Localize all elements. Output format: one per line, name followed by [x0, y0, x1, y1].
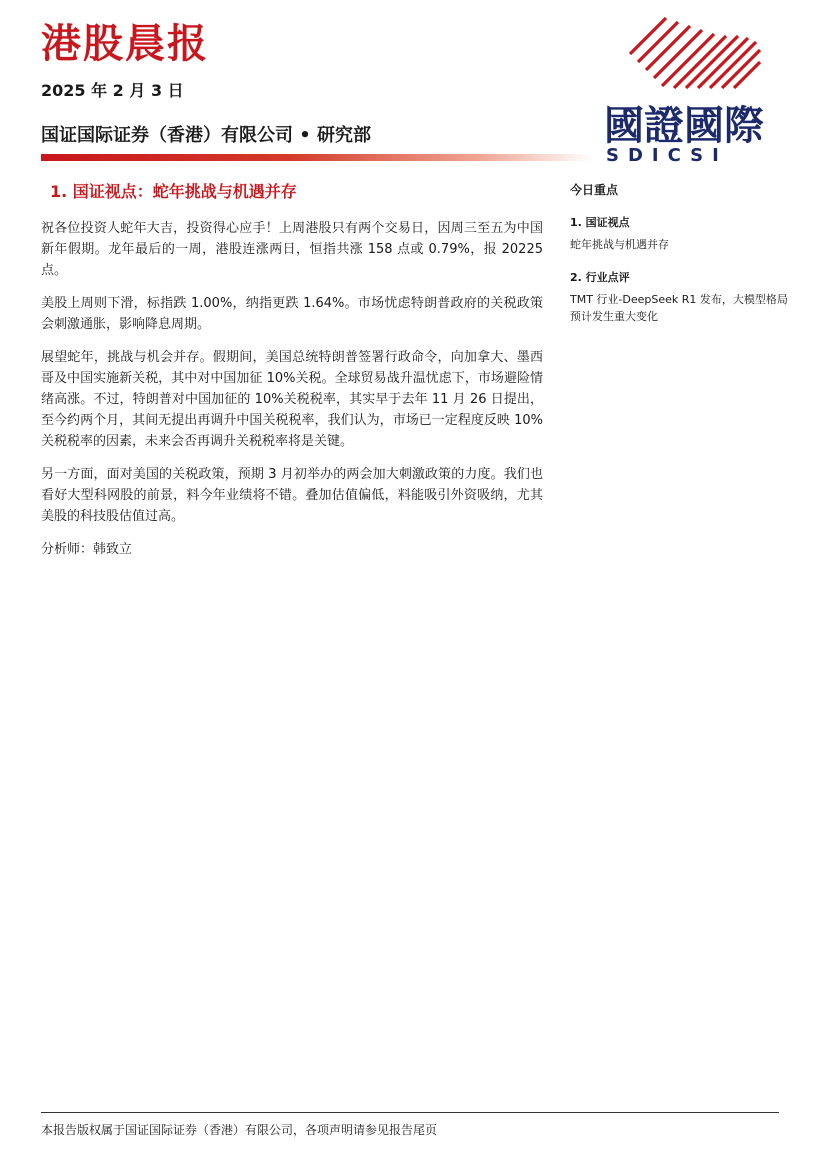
paragraph-2: 美股上周则下滑，标指跌 1.00%，纳指更跌 1.64%。市场忧虑特朗普政府的关税政策会刺激通胀，影响降息周期。 [41, 296, 543, 332]
company-line: 国证国际证券（香港）有限公司 • 研究部 [41, 125, 372, 146]
logo-chinese-text: 國證國際 [604, 102, 764, 149]
sidebar-item-text: TMT 行业-DeepSeek R1 发布，大模型格局预计发生重大变化 [570, 293, 788, 323]
paragraph-3: 展望蛇年，挑战与机会并存。假期间，美国总统特朗普签署行政命令，向加拿大、墨西哥及中国实施新关税，其中对中国加征 10%关税。全球贸易战升温忧虑下，市场避险情绪高涨。不过，特朗普对中国加征的 10%关税税率，其实早于去年 11 月 26 日提出，至今约两个月，其间无提出再调升中国关税税率，我们认为，市场已一定程度反映 10%关税税率的因素，未来会否再调升关税税率将是关键。 [41, 350, 543, 449]
paragraph-1: 祝各位投资人蛇年大吉，投资得心应手！上周港股只有两个交易日，因周三至五为中国新年假期。龙年最后的一周，港股连涨两日，恒指共涨 158 点或 0.79%，报 20225 点。 [41, 221, 543, 278]
paragraph-4: 另一方面，面对美国的关税政策，预期 3 月初举办的两会加大刺激政策的力度。我们也看好大型科网股的前景，料今年业绩将不错。叠加估值偏低，料能吸引外资吸纳，尤其美股的科技股估值过高。 [41, 467, 543, 524]
sidebar-heading: 今日重点 [570, 183, 619, 197]
report-title: 港股晨报 [41, 20, 209, 67]
sidebar-item-title: 1. 国证视点 [570, 216, 630, 229]
analyst-line: 分析师：韩致立 [41, 542, 133, 557]
footer-disclaimer: 本报告版权属于国证国际证券（香港）有限公司，各项声明请参见报告尾页 [41, 1123, 438, 1137]
header-divider [41, 154, 593, 161]
sidebar-item-title: 2. 行业点评 [570, 271, 630, 284]
logo-english-text: SDICSI [606, 145, 728, 166]
sidebar-item-text: 蛇年挑战与机遇并存 [570, 238, 669, 251]
report-date: 2025 年 2 月 3 日 [41, 81, 184, 100]
logo-stripes-icon [628, 14, 762, 90]
section-title: 1. 国证视点：蛇年挑战与机遇并存 [50, 182, 297, 201]
main-content [41, 180, 543, 572]
sidebar-highlights [570, 181, 792, 341]
footer-divider [41, 1112, 779, 1113]
